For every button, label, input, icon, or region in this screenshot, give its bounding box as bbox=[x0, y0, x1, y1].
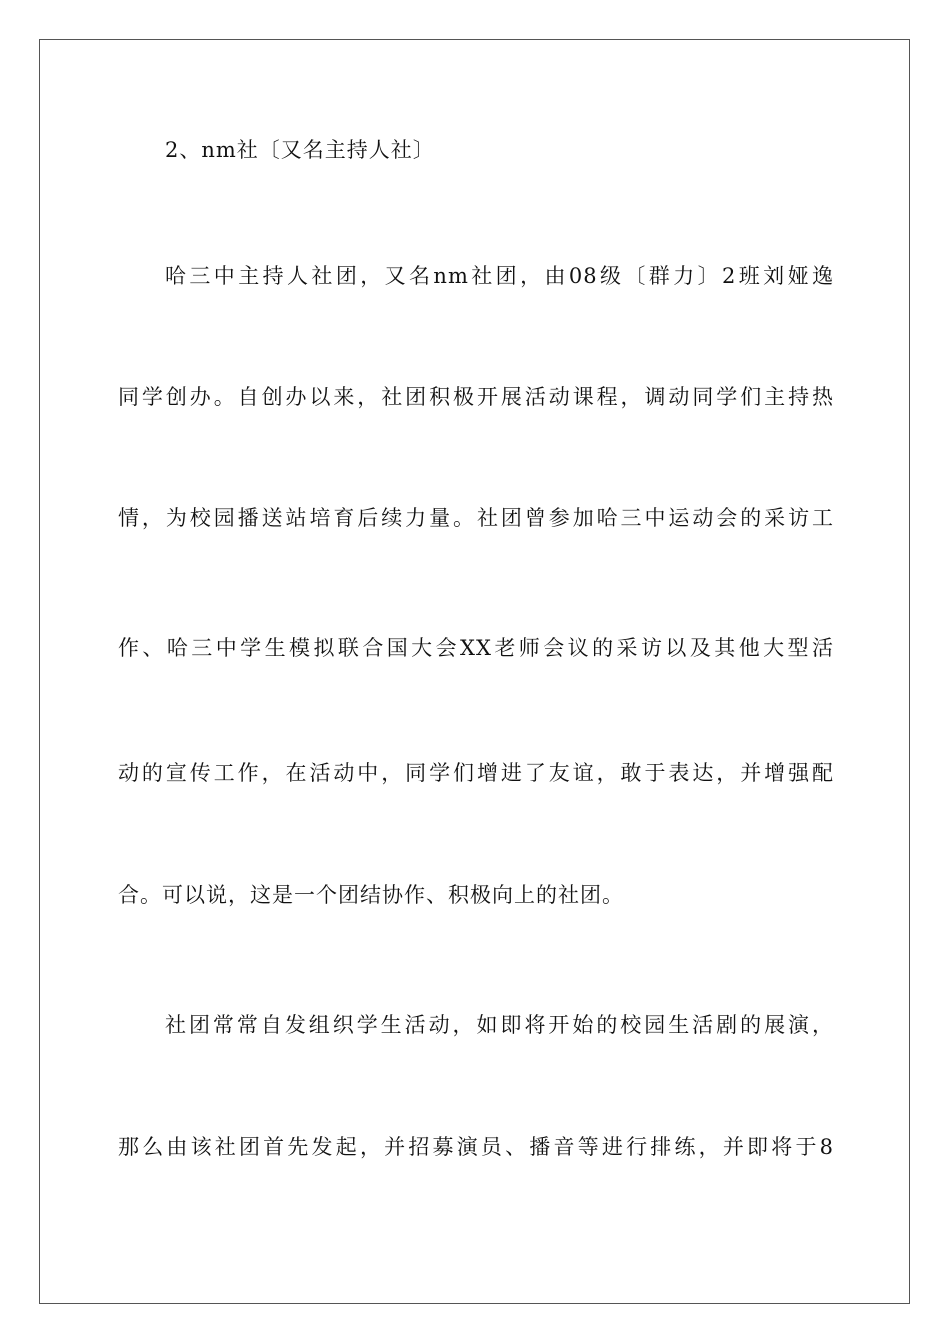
page-border bbox=[39, 39, 910, 1304]
paragraph-line: 情，为校园播送站培育后续力量。社团曾参加哈三中运动会的采访工 bbox=[118, 506, 834, 530]
paragraph-line: 动的宣传工作，在活动中，同学们增进了友谊，敢于表达，并增强配 bbox=[118, 761, 834, 785]
section-heading: 2、nm社〔又名主持人社〕 bbox=[165, 138, 435, 162]
paragraph-line: 哈三中主持人社团，又名nm社团，由08级〔群力〕2班刘娅逸 bbox=[165, 264, 834, 288]
paragraph-line: 作、哈三中学生模拟联合国大会XX老师会议的采访以及其他大型活 bbox=[118, 636, 834, 660]
paragraph-line: 合。可以说，这是一个团结协作、积极向上的社团。 bbox=[118, 883, 624, 907]
paragraph-line: 同学创办。自创办以来，社团积极开展活动课程，调动同学们主持热 bbox=[118, 385, 834, 409]
paragraph-line: 那么由该社团首先发起，并招募演员、播音等进行排练，并即将于8 bbox=[118, 1135, 834, 1159]
paragraph-line: 社团常常自发组织学生活动，如即将开始的校园生活剧的展演， bbox=[165, 1013, 834, 1037]
